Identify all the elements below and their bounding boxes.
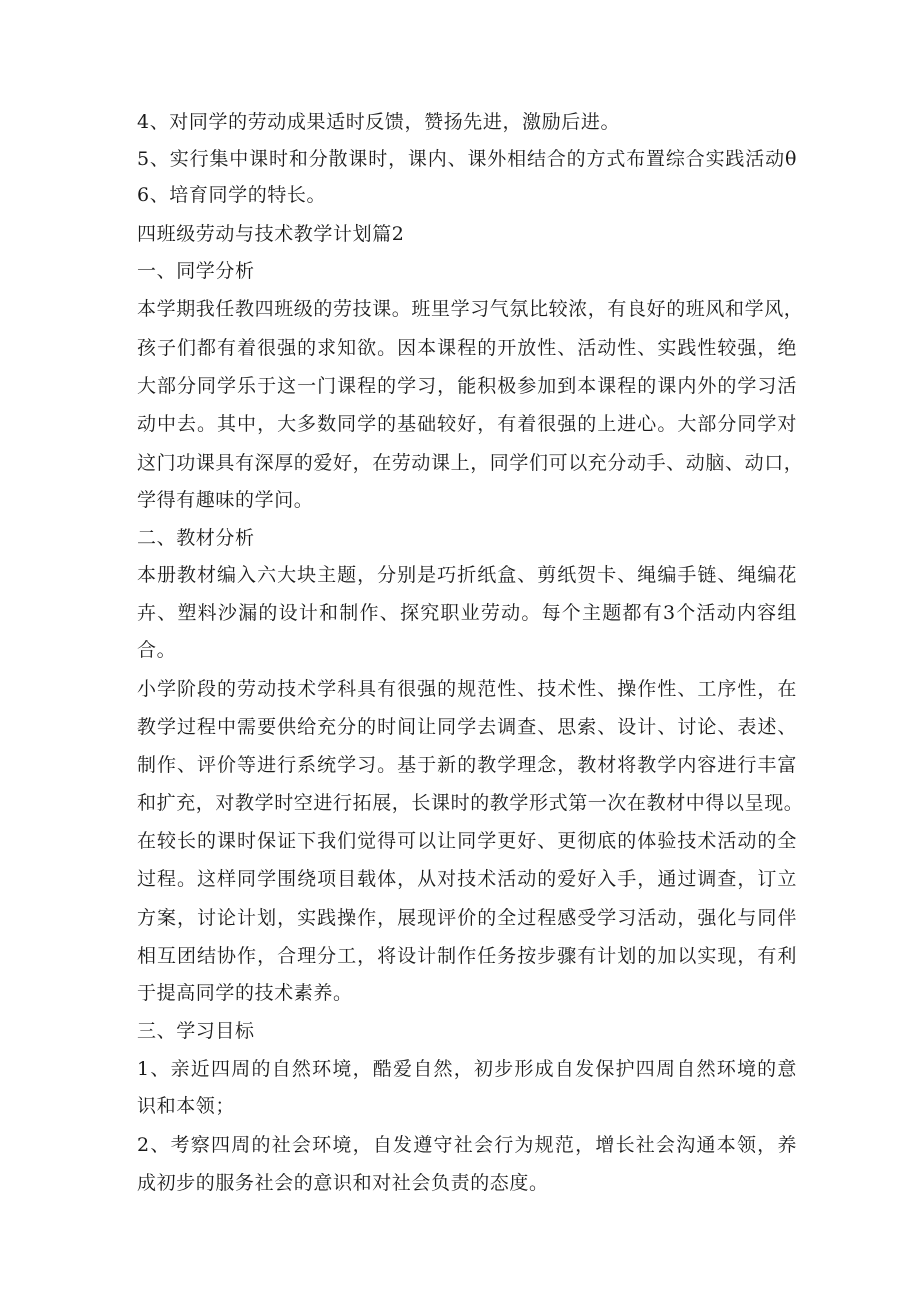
text-line: 成初步的服务社会的意识和对社会负责的态度。 <box>137 1172 549 1194</box>
text-line: 在较长的课时保证下我们觉得可以让同学更好、更彻底的体验技术活动的全 <box>137 830 797 852</box>
section-heading: 一、同学分析 <box>137 260 255 282</box>
text-line: 孩子们都有着很强的求知欲。因本课程的开放性、活动性、实践性较强，绝 <box>137 337 797 359</box>
section-heading: 二、教材分析 <box>137 527 255 549</box>
text-line: 6、培育同学的特长。 <box>137 184 327 206</box>
text-line: 学得有趣味的学问。 <box>137 489 314 511</box>
text-line: 卉、塑料沙漏的设计和制作、探究职业劳动。每个主题都有3个活动内容组 <box>137 602 797 624</box>
text-line: 过程。这样同学围绕项目载体，从对技术活动的爱好入手，通过调查，订立 <box>137 868 797 890</box>
text-line: 相互团结协作，合理分工，将设计制作任务按步骤有计划的加以实现，有利 <box>137 945 797 967</box>
text-line: 这门功课具有深厚的爱好，在劳动课上，同学们可以充分动手、动脑、动口， <box>137 452 804 474</box>
text-line: 和扩充，对教学时空进行拓展，长课时的教学形式第一次在教材中得以呈现。 <box>137 792 804 814</box>
text-line: 大部分同学乐于这一门课程的学习，能积极参加到本课程的课内外的学习活 <box>137 375 797 397</box>
section-title: 四班级劳动与技术教学计划篇2 <box>137 223 405 245</box>
text-line: 识和本领； <box>137 1095 236 1117</box>
text-line: 小学阶段的劳动技术学科具有很强的规范性、技术性、操作性、工序性，在 <box>137 678 797 700</box>
text-line: 5、实行集中课时和分散课时，课内、课外相结合的方式布置综合实践活动θ <box>137 148 797 170</box>
section-heading: 三、学习目标 <box>137 1020 255 1042</box>
text-line: 于提高同学的技术素养。 <box>137 982 353 1004</box>
text-line: 方案，讨论计划，实践操作，展现评价的全过程感受学习活动，强化与同伴 <box>137 907 797 929</box>
text-line: 合。 <box>137 639 177 661</box>
text-line: 2、考察四周的社会环境，自发遵守社会行为规范，增长社会沟通本领，养 <box>137 1134 797 1156</box>
text-line: 1、亲近四周的自然环境，酷爱自然，初步形成自发保护四周自然环境的意 <box>137 1058 797 1080</box>
text-line: 4、对同学的劳动成果适时反馈，赞扬先进，激励后进。 <box>137 111 621 133</box>
text-line: 本册教材编入六大块主题，分别是巧折纸盒、剪纸贺卡、绳编手链、绳编花 <box>137 564 797 586</box>
text-line: 本学期我任教四班级的劳技课。班里学习气氛比较浓，有良好的班风和学风， <box>137 298 804 320</box>
text-line: 动中去。其中，大多数同学的基础较好，有着很强的上进心。大部分同学对 <box>137 413 797 435</box>
text-line: 教学过程中需要供给充分的时间让同学去调查、思索、设计、讨论、表述、 <box>137 716 797 738</box>
text-line: 制作、评价等进行系统学习。基于新的教学理念，教材将教学内容进行丰富 <box>137 754 797 776</box>
